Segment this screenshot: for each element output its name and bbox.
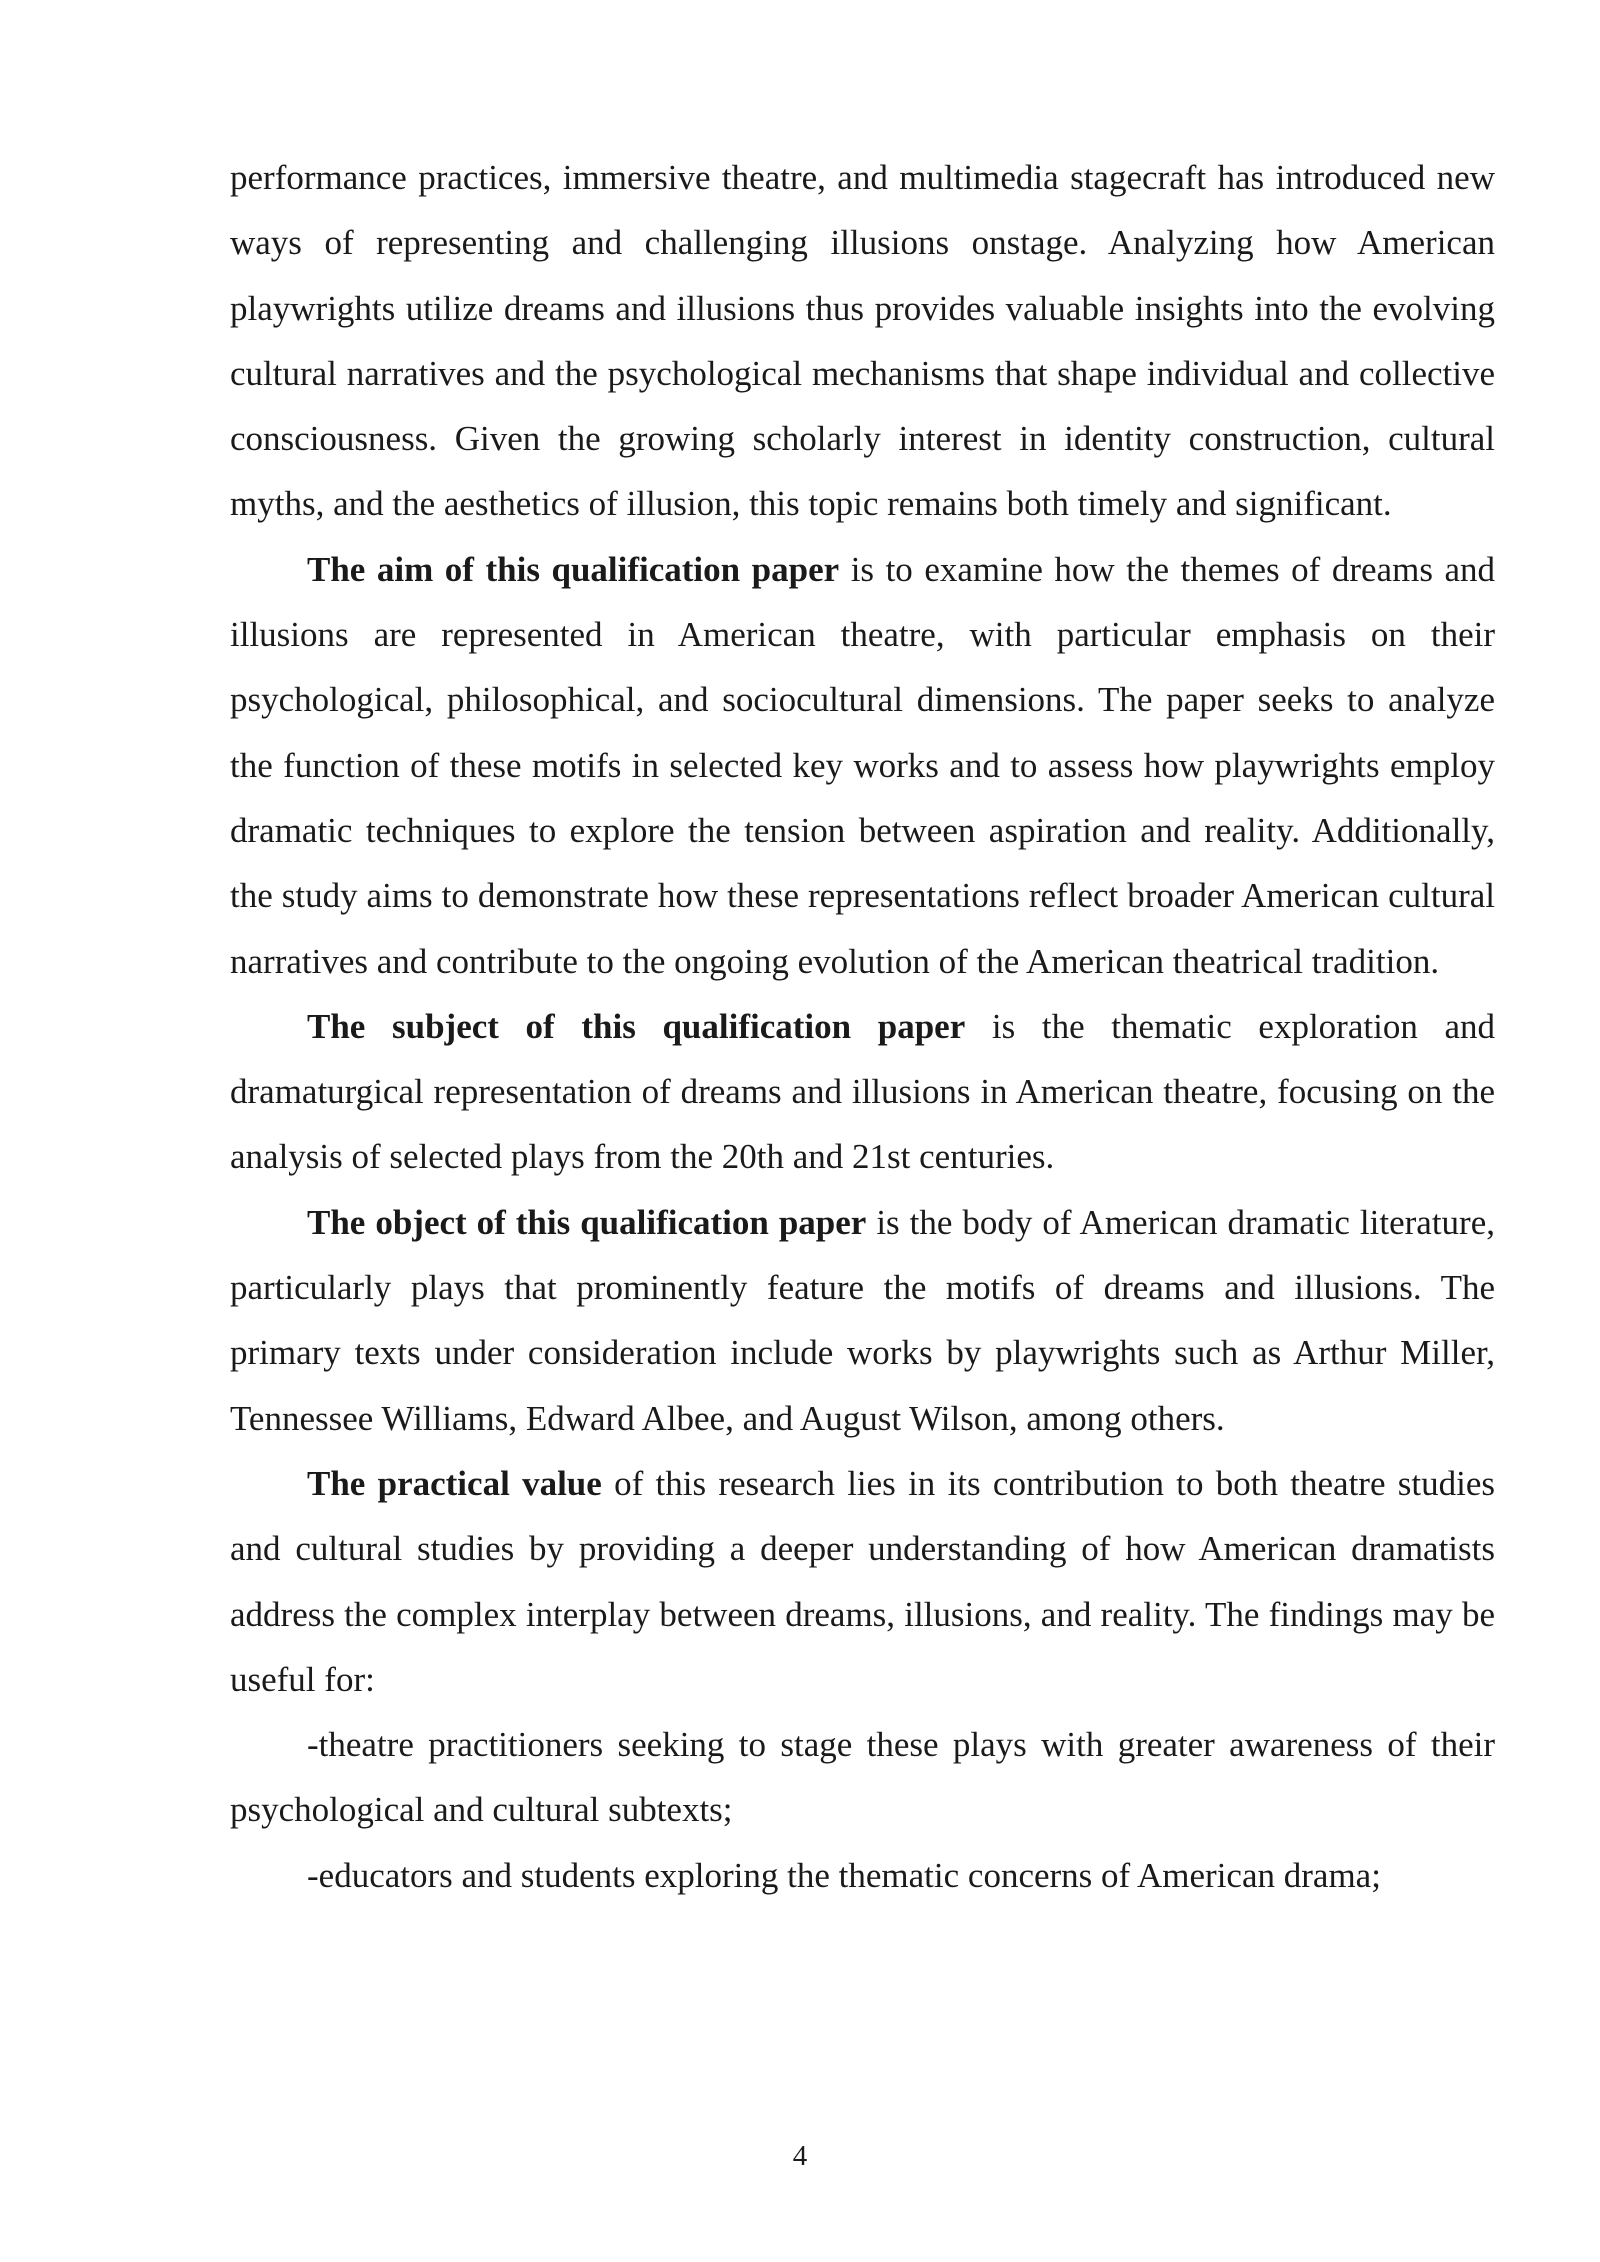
paragraph-lead: The practical value: [307, 1463, 602, 1503]
list-item-theatre-practitioners: [230, 1712, 1495, 1843]
paragraph-intro-continuation: [230, 145, 1495, 537]
paragraph-text: is to examine how the themes of dreams and illusions are represented in American theatre, with particular emphasis on their psychological, philosophical, and sociocultural dimensions. The paper seeks to analyze the function of these motifs in selected key works and to assess how playwrights employ dramatic techniques to explore the tension between aspiration and reality. Additionally, the study aims to demonstrate how these representations reflect broader American cultural narratives and contribute to the ongoing evolution of the American theatrical tradition.: [230, 549, 1496, 981]
list-item-text: -theatre practitioners seeking to stage these plays with greater awareness of their psychological and cultural subtexts;: [230, 1725, 1495, 1830]
paragraph-lead: The aim of this qualification paper: [307, 549, 840, 589]
paragraph-lead: The object of this qualification paper: [307, 1202, 867, 1242]
body-text: [230, 145, 1495, 1908]
paragraph-text: of this research lies in its contribution to both theatre studies and cultural studies by providing a deeper understanding of how American dramatists address the complex interplay between dreams, illusions, and reality. The findings may be useful for:: [230, 1463, 1495, 1699]
paragraph-practical-value: [230, 1451, 1495, 1712]
list-item-educators: [230, 1843, 1495, 1908]
paragraph-object: [230, 1190, 1495, 1451]
paragraph-subject: [230, 994, 1495, 1190]
paragraph-text: is the thematic exploration and dramaturgical representation of dreams and illusions in American theatre, focusing on the analysis of selected plays from the 20th and 21st centuries.: [230, 1006, 1495, 1177]
page-number: 4: [792, 2140, 808, 2172]
paragraph-text: performance practices, immersive theatre, and multimedia stagecraft has introduced new ways of representing and challenging illusions onstage. Analyzing how American playwrights utilize dreams and illusions thus provides valuable insights into the evolving cultural narratives and the psychological mechanisms that shape individual and collective consciousness. Given the growing scholarly interest in identity construction, cultural myths, and the aesthetics of illusion, this topic remains both timely and significant.: [230, 158, 1495, 524]
paragraph-aim: [230, 537, 1495, 994]
paragraph-text: is the body of American dramatic literature, particularly plays that prominently feature the motifs of dreams and illusions. The primary texts under consideration include works by playwrights such as Arthur Miller, Tennessee Williams, Edward Albee, and August Wilson, among others.: [230, 1202, 1495, 1438]
paragraph-lead: The subject of this qualification paper: [307, 1006, 966, 1046]
list-item-text: -educators and students exploring the thematic concerns of American drama;: [307, 1855, 1381, 1895]
